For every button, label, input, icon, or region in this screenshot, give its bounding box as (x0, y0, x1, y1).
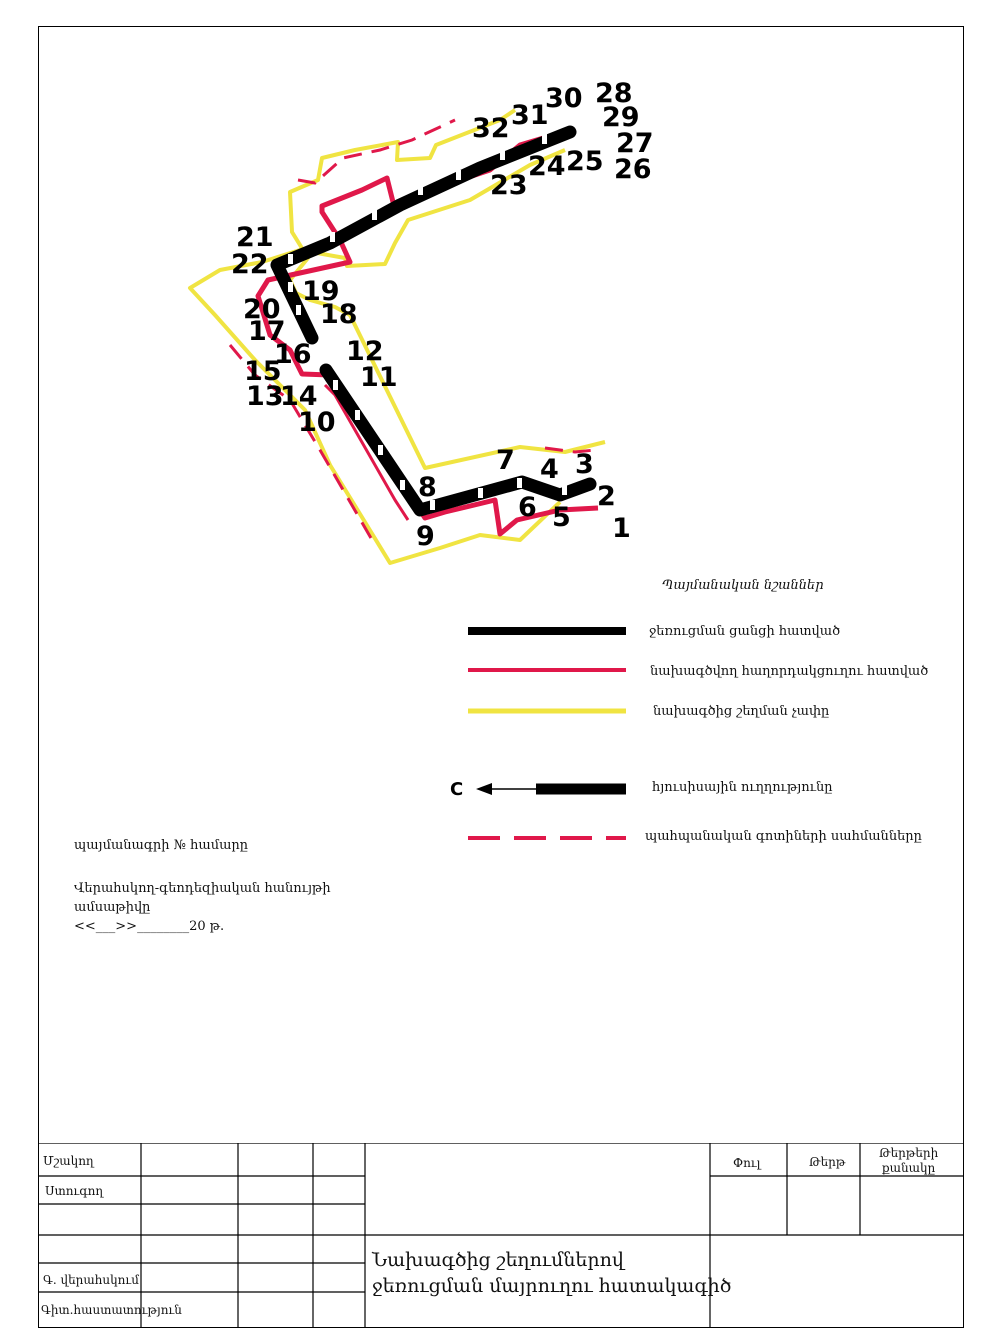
point-label-6: 6 (518, 492, 537, 523)
valve-mark (372, 210, 377, 220)
drawing-title-line-1: Նախագծից շեղումներով (372, 1249, 624, 1271)
point-label-19: 19 (302, 276, 340, 307)
point-label-29: 29 (602, 102, 640, 133)
title-block-row-supervision: Գ. վերահսկում (43, 1273, 139, 1287)
title-block-row-institution: Գիտ.հաստատություն (41, 1303, 182, 1317)
valve-mark (478, 488, 483, 498)
drawing-title-line-2: ջեռուցման մայրուղու հատակագիծ (372, 1275, 732, 1297)
valve-mark (500, 150, 505, 160)
point-label-24: 24 (528, 151, 566, 182)
valve-mark (418, 185, 423, 195)
point-label-30: 30 (545, 83, 583, 114)
valve-mark (288, 282, 293, 292)
valve-mark (517, 478, 522, 488)
legend-label-network: ջեռուցման ցանցի հատված (649, 624, 841, 639)
point-label-16: 16 (274, 339, 312, 370)
valve-mark (542, 134, 547, 144)
date-label: ամսաթիվը (74, 900, 151, 915)
valve-mark (562, 485, 567, 495)
point-label-1: 1 (612, 513, 631, 544)
point-label-32: 32 (472, 113, 510, 144)
point-label-8: 8 (418, 472, 437, 503)
point-label-11: 11 (360, 362, 398, 393)
point-label-31: 31 (511, 100, 549, 131)
legend-label-north: հյուսիսային ուղղությունը (652, 780, 833, 795)
title-block-grid (38, 1143, 964, 1328)
legend-title: Պայմանական նշաններ (662, 578, 824, 593)
point-label-15: 15 (244, 356, 282, 387)
title-block-col-sheet: Թերթ (809, 1155, 846, 1169)
point-label-20: 20 (243, 294, 281, 325)
pipeline-plan-diagram (0, 0, 986, 600)
legend-label-deviation: նախագծից շեղման չափը (653, 704, 830, 719)
point-label-18: 18 (320, 299, 358, 330)
valve-mark (333, 380, 338, 390)
title-block-row-checker: Ստուգող (45, 1184, 104, 1198)
valve-mark (330, 232, 335, 242)
valve-mark (378, 445, 383, 455)
point-label-10: 10 (298, 407, 336, 438)
valve-mark (355, 410, 360, 420)
legend-north-arrow-head (476, 783, 492, 795)
point-label-14: 14 (280, 381, 318, 412)
point-label-3: 3 (575, 449, 594, 480)
point-label-25: 25 (566, 146, 604, 177)
point-label-28: 28 (595, 78, 633, 109)
point-label-27: 27 (616, 128, 654, 159)
valve-mark (296, 305, 301, 315)
point-label-23: 23 (490, 170, 528, 201)
point-label-2: 2 (597, 481, 616, 512)
contract-number-label: պայմանագրի № համարը (74, 838, 249, 853)
date-field: <<___>>________20 թ. (74, 919, 225, 934)
legend-label-proposed: նախագծվող հաղորդակցուղու հատված (650, 664, 929, 679)
point-label-5: 5 (552, 502, 571, 533)
valve-mark (400, 480, 405, 490)
point-label-21: 21 (236, 222, 274, 253)
legend-north-symbol: C (450, 779, 464, 800)
point-label-13: 13 (246, 381, 284, 412)
point-label-26: 26 (614, 154, 652, 185)
title-block-col-sheets-2: քանակը (882, 1161, 936, 1175)
point-label-22: 22 (231, 249, 269, 280)
title-block-col-sheets-1: Թերթերի (879, 1146, 939, 1160)
valve-mark (288, 254, 293, 264)
legend-symbols (440, 610, 660, 860)
valve-mark (456, 170, 461, 180)
inspection-survey-label: Վերահսկող-գեոդեզիական հանույթի (74, 881, 331, 896)
point-label-9: 9 (416, 521, 435, 552)
title-block-col-stage: Փուլ (733, 1156, 761, 1170)
point-label-4: 4 (540, 454, 559, 485)
legend-label-protection: պահպանական գոտիների սահմանները (645, 829, 922, 844)
point-label-12: 12 (346, 336, 384, 367)
point-label-17: 17 (248, 316, 286, 347)
title-block-row-developer: Մշակող (43, 1154, 94, 1168)
point-label-7: 7 (496, 445, 515, 476)
